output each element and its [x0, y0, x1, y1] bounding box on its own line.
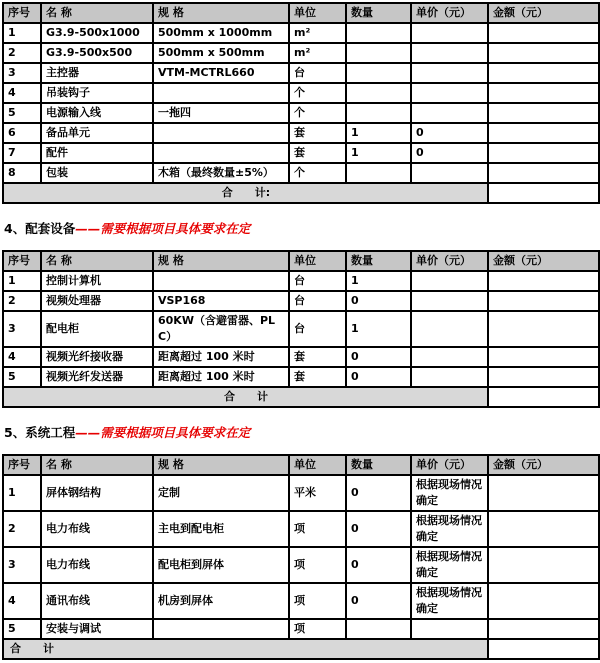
table-row	[3, 619, 599, 639]
table-cell: 距离超过 100 米时	[153, 347, 289, 367]
table-cell: 项	[289, 511, 346, 547]
table-cell	[411, 367, 488, 387]
table-cell	[346, 63, 411, 83]
table-row	[3, 83, 599, 103]
table-cell	[411, 43, 488, 63]
table-cell: 根据现场情况确定	[411, 475, 488, 511]
column-header: 金额（元）	[488, 3, 599, 23]
table-cell: 2	[3, 291, 41, 311]
table-cell: 3	[3, 311, 41, 347]
table-cell: 通讯布线	[41, 583, 153, 619]
table-cell: 个	[289, 163, 346, 183]
table-cell	[411, 23, 488, 43]
table-cell	[488, 367, 599, 387]
table-row	[3, 347, 599, 367]
table-cell	[153, 83, 289, 103]
table-cell	[346, 103, 411, 123]
total-amount-cell	[488, 183, 599, 203]
table-row	[3, 123, 599, 143]
total-amount-cell	[488, 387, 599, 407]
table-cell: 1	[3, 23, 41, 43]
table-row	[3, 511, 599, 547]
table-cell: 套	[289, 143, 346, 163]
total-row	[3, 387, 599, 407]
table-cell: 0	[346, 511, 411, 547]
table-cell: 吊装钩子	[41, 83, 153, 103]
table-cell: 套	[289, 347, 346, 367]
table-cell: 个	[289, 103, 346, 123]
table-cell: VTM-MCTRL660	[153, 63, 289, 83]
table-cell	[153, 619, 289, 639]
table-cell: 视频光纤接收器	[41, 347, 153, 367]
table-row	[3, 63, 599, 83]
table-row	[3, 271, 599, 291]
column-header: 单位	[289, 455, 346, 475]
total-row	[3, 639, 599, 659]
table-cell	[488, 103, 599, 123]
table-row	[3, 163, 599, 183]
table-cell	[411, 63, 488, 83]
column-header: 名 称	[41, 3, 153, 23]
table-cell: 根据现场情况确定	[411, 511, 488, 547]
table-cell: 0	[411, 123, 488, 143]
table-cell: 1	[346, 143, 411, 163]
table-cell: 6	[3, 123, 41, 143]
table-row	[3, 103, 599, 123]
table-row	[3, 475, 599, 511]
header-row	[3, 251, 599, 271]
table-cell: 4	[3, 347, 41, 367]
table-cell: 视频光纤发送器	[41, 367, 153, 387]
table-cell: 60KW（含避雷器、PLC）	[153, 311, 289, 347]
table-cell	[411, 83, 488, 103]
table-cell: 视频处理器	[41, 291, 153, 311]
table-cell: 1	[346, 271, 411, 291]
table-cell: 台	[289, 63, 346, 83]
table-row	[3, 23, 599, 43]
total-amount-cell	[488, 639, 599, 659]
system-engineering-table	[2, 454, 600, 660]
table-cell: 定制	[153, 475, 289, 511]
column-header: 规 格	[153, 251, 289, 271]
column-header: 序号	[3, 251, 41, 271]
column-header: 名 称	[41, 455, 153, 475]
table-cell	[488, 583, 599, 619]
table-cell: 控制计算机	[41, 271, 153, 291]
table-cell: 4	[3, 583, 41, 619]
section-note-text: ——需要根据项目具体要求在定	[75, 425, 251, 440]
table-cell: 500mm x 1000mm	[153, 23, 289, 43]
table-cell	[346, 619, 411, 639]
table-cell: 根据现场情况确定	[411, 583, 488, 619]
table-cell: 台	[289, 291, 346, 311]
column-header: 金额（元）	[488, 251, 599, 271]
table-cell: 0	[346, 367, 411, 387]
accessory-equipment-table	[2, 250, 600, 408]
table-cell: 5	[3, 103, 41, 123]
table-cell	[153, 123, 289, 143]
table-cell: 4	[3, 83, 41, 103]
table-cell	[346, 83, 411, 103]
table-cell: 1	[3, 271, 41, 291]
table-cell: 套	[289, 123, 346, 143]
table-cell	[488, 63, 599, 83]
table-cell: 7	[3, 143, 41, 163]
table-cell: VSP168	[153, 291, 289, 311]
table-cell: 个	[289, 83, 346, 103]
table-row	[3, 43, 599, 63]
table-cell	[411, 619, 488, 639]
column-header: 规 格	[153, 455, 289, 475]
table-cell: 安装与调试	[41, 619, 153, 639]
table-cell: 屏体钢结构	[41, 475, 153, 511]
table-cell	[153, 143, 289, 163]
table-cell	[411, 347, 488, 367]
table-cell: 平米	[289, 475, 346, 511]
table-cell	[488, 163, 599, 183]
column-header: 序号	[3, 455, 41, 475]
table-cell: 0	[346, 583, 411, 619]
column-header: 单位	[289, 3, 346, 23]
table-cell: 一拖四	[153, 103, 289, 123]
section-title-system	[4, 423, 598, 441]
table-cell: 距离超过 100 米时	[153, 367, 289, 387]
column-header: 序号	[3, 3, 41, 23]
table-cell: 5	[3, 619, 41, 639]
table-row	[3, 547, 599, 583]
table-cell: G3.9-500x1000	[41, 23, 153, 43]
section-title-accessory	[4, 219, 598, 237]
column-header: 金额（元）	[488, 455, 599, 475]
section-note-text: ——需要根据项目具体要求在定	[75, 221, 251, 236]
table-cell: 项	[289, 547, 346, 583]
table-cell: 0	[346, 291, 411, 311]
table-cell: 0	[346, 547, 411, 583]
table-cell	[488, 547, 599, 583]
column-header: 数量	[346, 455, 411, 475]
table-cell: 配件	[41, 143, 153, 163]
table-cell: 3	[3, 547, 41, 583]
header-row	[3, 3, 599, 23]
table-cell	[488, 143, 599, 163]
table-cell	[411, 103, 488, 123]
table-cell: 主电到配电柜	[153, 511, 289, 547]
table-cell	[488, 123, 599, 143]
table-cell	[411, 311, 488, 347]
total-label: 合 计	[3, 387, 488, 407]
section-title-text: 4、配套设备	[4, 221, 76, 236]
table-cell: G3.9-500x500	[41, 43, 153, 63]
table-cell: 500mm x 500mm	[153, 43, 289, 63]
table-cell	[488, 511, 599, 547]
total-label: 合 计:	[3, 183, 488, 203]
column-header: 单位	[289, 251, 346, 271]
table-cell	[488, 43, 599, 63]
column-header: 单价（元）	[411, 455, 488, 475]
table-cell	[488, 475, 599, 511]
screen-items-table	[2, 2, 600, 204]
table-cell: 包装	[41, 163, 153, 183]
table-row	[3, 583, 599, 619]
table-cell: 2	[3, 511, 41, 547]
table-cell: 项	[289, 619, 346, 639]
table-cell	[411, 271, 488, 291]
table-cell	[488, 619, 599, 639]
header-row	[3, 455, 599, 475]
table-cell: m²	[289, 23, 346, 43]
table-cell: 1	[346, 123, 411, 143]
table-cell	[488, 291, 599, 311]
table-cell: 1	[3, 475, 41, 511]
table-cell	[346, 23, 411, 43]
column-header: 单价（元）	[411, 251, 488, 271]
table-cell	[488, 83, 599, 103]
table-cell: 套	[289, 367, 346, 387]
table-row	[3, 143, 599, 163]
table-cell: 台	[289, 271, 346, 291]
table-cell	[488, 271, 599, 291]
section-title-text: 5、系统工程	[4, 425, 76, 440]
table-cell: 2	[3, 43, 41, 63]
table-cell: 电力布线	[41, 511, 153, 547]
column-header: 数量	[346, 251, 411, 271]
table-cell: 3	[3, 63, 41, 83]
table-row	[3, 291, 599, 311]
table-cell: 主控器	[41, 63, 153, 83]
table-cell: 机房到屏体	[153, 583, 289, 619]
table-cell: 备品单元	[41, 123, 153, 143]
table-cell	[488, 311, 599, 347]
total-row	[3, 183, 599, 203]
table-cell: 根据现场情况确定	[411, 547, 488, 583]
column-header: 单价（元）	[411, 3, 488, 23]
table-row	[3, 367, 599, 387]
table-cell	[153, 271, 289, 291]
table-cell	[411, 163, 488, 183]
column-header: 数量	[346, 3, 411, 23]
table-cell: 0	[346, 347, 411, 367]
table-cell: 1	[346, 311, 411, 347]
table-cell: 0	[411, 143, 488, 163]
total-label: 合 计	[3, 639, 488, 659]
table-cell	[488, 347, 599, 367]
table-cell: 8	[3, 163, 41, 183]
table-cell: m²	[289, 43, 346, 63]
table-cell: 配电柜到屏体	[153, 547, 289, 583]
table-cell: 5	[3, 367, 41, 387]
table-cell: 配电柜	[41, 311, 153, 347]
column-header: 规 格	[153, 3, 289, 23]
table-cell: 0	[346, 475, 411, 511]
table-cell: 电源输入线	[41, 103, 153, 123]
table-cell	[411, 291, 488, 311]
table-row	[3, 311, 599, 347]
table-cell	[346, 43, 411, 63]
table-cell	[488, 23, 599, 43]
table-cell	[346, 163, 411, 183]
table-cell: 木箱（最终数量±5%）	[153, 163, 289, 183]
table-cell: 项	[289, 583, 346, 619]
column-header: 名 称	[41, 251, 153, 271]
table-cell: 电力布线	[41, 547, 153, 583]
table-cell: 台	[289, 311, 346, 347]
